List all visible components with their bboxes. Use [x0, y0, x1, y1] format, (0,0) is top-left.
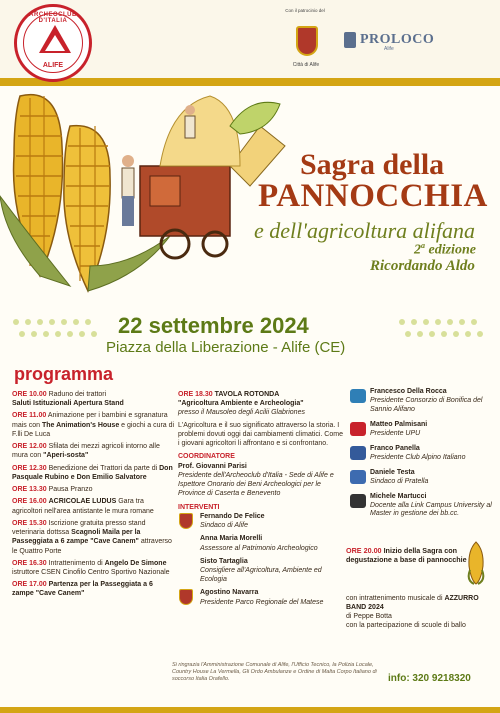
- event-place: Piazza della Liberazione - Alife (CE): [106, 339, 346, 356]
- archeoclub-logo: [14, 4, 92, 82]
- thanks-note: Si ringrazia l'Amministrazione Comunale di Alife, l'Ufficio Tecnico, la Polizia Locale, Country House La Vermella, Gli Ordo Ambulanze e Ordine di Malta Corpo Italiano di soccorso Italia Orafello.: [172, 662, 377, 682]
- speaker-role: Docente alla Link Campus University al Master in gestione dei bb.cc.: [370, 501, 492, 518]
- program-item-text: Animazione per i bambini e sgranatura mais con: [12, 412, 168, 429]
- program-item-text: Pausa Pranzo: [48, 486, 93, 494]
- event-date: 22 settembre 2024: [118, 313, 309, 338]
- speaker-name: Daniele Testa: [370, 468, 415, 476]
- ornament-right: [396, 316, 488, 342]
- logo-triangle-inner: [45, 35, 65, 51]
- tavola-rotonda: ORE 18.30 TAVOLA ROTONDA "Agricoltura Ambiente e Archeologia" presso il Mausoleo degli Acilii Glabriones: [178, 391, 305, 417]
- speaker-role: Presidente UPU: [370, 429, 421, 437]
- program-item: [12, 485, 176, 494]
- guest-role: Presidente Parco Regionale del Matese: [200, 598, 324, 606]
- comune-label: Città di Alife: [292, 62, 320, 68]
- music-block: con intrattenimento musicale di AZZURRO BAND 2024 di Peppe Botta con la partecipazione di scuole di ballo: [346, 595, 479, 630]
- program-column-2: [178, 390, 344, 611]
- program-item-text: Sfilata dei mezzi agricoli intorno alle mura con: [12, 443, 160, 460]
- program-item-time: ORE 11.00: [12, 412, 47, 420]
- title-line-2: PANNOCCHIA: [258, 178, 488, 214]
- proloco-sub: Alife: [384, 46, 394, 52]
- proloco-badge-icon: [344, 32, 356, 48]
- organization-logo-icon: [350, 446, 366, 460]
- guest-item: [178, 534, 344, 552]
- crest-icon: [179, 589, 193, 605]
- program-item: [12, 390, 176, 408]
- proloco-logo: PROLOCO: [360, 32, 435, 47]
- ornament-left: [10, 316, 102, 342]
- crest-icon: [179, 513, 193, 529]
- dedication: Ricordando Aldo: [370, 258, 475, 274]
- speakers-column: [348, 388, 498, 525]
- program-item-extra-bold: Scagnoli Maila per la Passeggiata a 6 zampe "Cave Canem": [12, 529, 141, 546]
- farmer-figure-2: [185, 105, 195, 138]
- speaker-role: Presidente Consorzio di Bonifica del Sannio Alifano: [370, 396, 483, 413]
- tavola-description: L'Agricoltura e il suo significato attraverso la storia. I problemi dovuti oggi dai cambiamenti climatici. Come i giovani agricoltori li affrontano e si confrontano.: [178, 421, 343, 448]
- program-item-text: Raduno dei trattori: [48, 391, 107, 398]
- leaf-decoration-icon: [230, 102, 280, 134]
- organization-logo-icon: [350, 389, 366, 403]
- program-item-extra-bold: Don Pasquale Rubino e Don Emilio Salvatore: [12, 464, 173, 481]
- speaker-name: Franco Panella: [370, 444, 420, 452]
- speaker-name: Matteo Palmisani: [370, 420, 428, 428]
- program-item-extra-bold: ACRICOLAE LUDUS: [48, 498, 117, 506]
- speaker-item: [348, 445, 498, 463]
- speaker-name: Francesco Della Rocca: [370, 388, 447, 395]
- interventi-label: INTERVENTI: [178, 503, 220, 511]
- guest-name: Fernando De Felice: [200, 512, 265, 520]
- program-item-time: ORE 16.00: [12, 498, 47, 506]
- program-item-time: ORE 10.00: [12, 391, 47, 398]
- program-item-text: Iscrizione gratuita presso stand veterinaria dottssa: [12, 519, 146, 537]
- coordinatore-label: COORDINATORE: [178, 453, 235, 461]
- speaker-item: [348, 469, 498, 487]
- guest-item: [178, 512, 344, 530]
- program-item-rest: Gara tra agricoltori nell'area antistante le mura romane: [12, 498, 154, 515]
- program-item-extra-bold: Angelo De Simone: [104, 559, 167, 567]
- guest-list: [178, 512, 344, 607]
- program-item-time: ORE 16.30: [12, 559, 47, 567]
- program-item: [12, 519, 176, 556]
- header-gold-stripe: [0, 78, 500, 86]
- speaker-role: Presidente Club Alpino Italiano: [370, 453, 466, 461]
- program-item-extra-bold: "Aperi-sosta": [43, 452, 89, 460]
- patronage-label: Con il patrocinio del: [285, 8, 325, 13]
- programma-heading: programma: [14, 364, 114, 384]
- program-item-time: ORE 17.00: [12, 581, 47, 589]
- program-item-extra-bold: Saluti Istituzionali Apertura Stand: [12, 400, 124, 408]
- footer-gold-stripe: [0, 707, 500, 713]
- guest-role: Sindaco di Alife: [200, 522, 248, 530]
- wheat-stack: [160, 96, 240, 166]
- farmer-figure: [122, 155, 134, 226]
- guest-item: [178, 588, 344, 606]
- program-item-time: ORE 12.00: [12, 443, 47, 451]
- program-item-time: ORE 12.30: [12, 464, 47, 472]
- program-item-time: ORE 13.30: [12, 486, 47, 494]
- title-line-3: e dell'agricoltura alifana: [254, 218, 476, 243]
- speaker-item: [348, 493, 498, 520]
- program-item: [12, 411, 176, 439]
- coordinatore-name: Prof. Giovanni Parisi: [178, 462, 247, 470]
- program-item-text: Benedizione dei Trattori da parte di: [48, 464, 160, 472]
- guest-name: Agostino Navarra: [200, 589, 259, 597]
- program-item-time: ORE 15.30: [12, 519, 47, 527]
- info-phone: info: 320 9218320: [388, 673, 471, 684]
- speaker-item: [348, 421, 498, 439]
- finale-block: ORE 20.00 Inizio della Sagra con degustazione a base di pannocchie: [346, 546, 467, 565]
- program-column-1: [12, 390, 176, 602]
- logo-top-text: ARCHEOCLUB D'ITALIA: [29, 12, 77, 24]
- title-line-1: Sagra della: [300, 148, 445, 181]
- comune-crest-icon: [296, 26, 318, 56]
- program-item: [12, 559, 176, 577]
- program-item: [12, 464, 176, 482]
- logo-bottom-text: ALIFE: [42, 62, 64, 69]
- guest-role: Assessore al Patrimonio Archeologico: [200, 544, 318, 552]
- program-item-rest: attraverso le Quattro Porte: [12, 538, 172, 555]
- guest-item: [178, 557, 344, 585]
- program-item-rest: e giochi a cura di F.lli De Luca: [12, 421, 175, 438]
- speaker-role: Sindaco di Pratella: [370, 477, 429, 485]
- guest-name: Sisto Tartaglia: [200, 557, 248, 565]
- guest-name: Anna Maria Morelli: [200, 535, 263, 543]
- program-item-extra-bold: The Animation's House: [41, 421, 120, 429]
- organization-logo-icon: [350, 422, 366, 436]
- program-item: [12, 580, 176, 598]
- program-item: [12, 442, 176, 460]
- organization-logo-icon: [350, 470, 366, 484]
- speaker-name: Michele Martucci: [370, 492, 427, 500]
- guest-role: Consigliere all'Agricoltura, Ambiente ed Ecologia: [200, 566, 322, 584]
- program-item-extra-bold: Partenza per la Passeggiata a 6 zampe "Cave Canem": [12, 581, 153, 598]
- organization-logo-icon: [350, 494, 366, 508]
- speaker-item: [348, 388, 498, 415]
- edition-label: 2$^a$ edizione: [414, 241, 476, 258]
- program-item-text: Intrattenimento di: [48, 559, 105, 567]
- corn-icon: [466, 540, 486, 586]
- program-item-rest: istruttore CSEN Cinofilo Centro Sportivo Nazionale: [12, 568, 170, 576]
- coordinatore-role: Presidente dell'Archeoclub d'Italia - Sede di Alife e Ispettore Onorario dei Beni Archeologici per le Province di Caserta e Benevento: [178, 471, 334, 498]
- program-item: [12, 497, 176, 515]
